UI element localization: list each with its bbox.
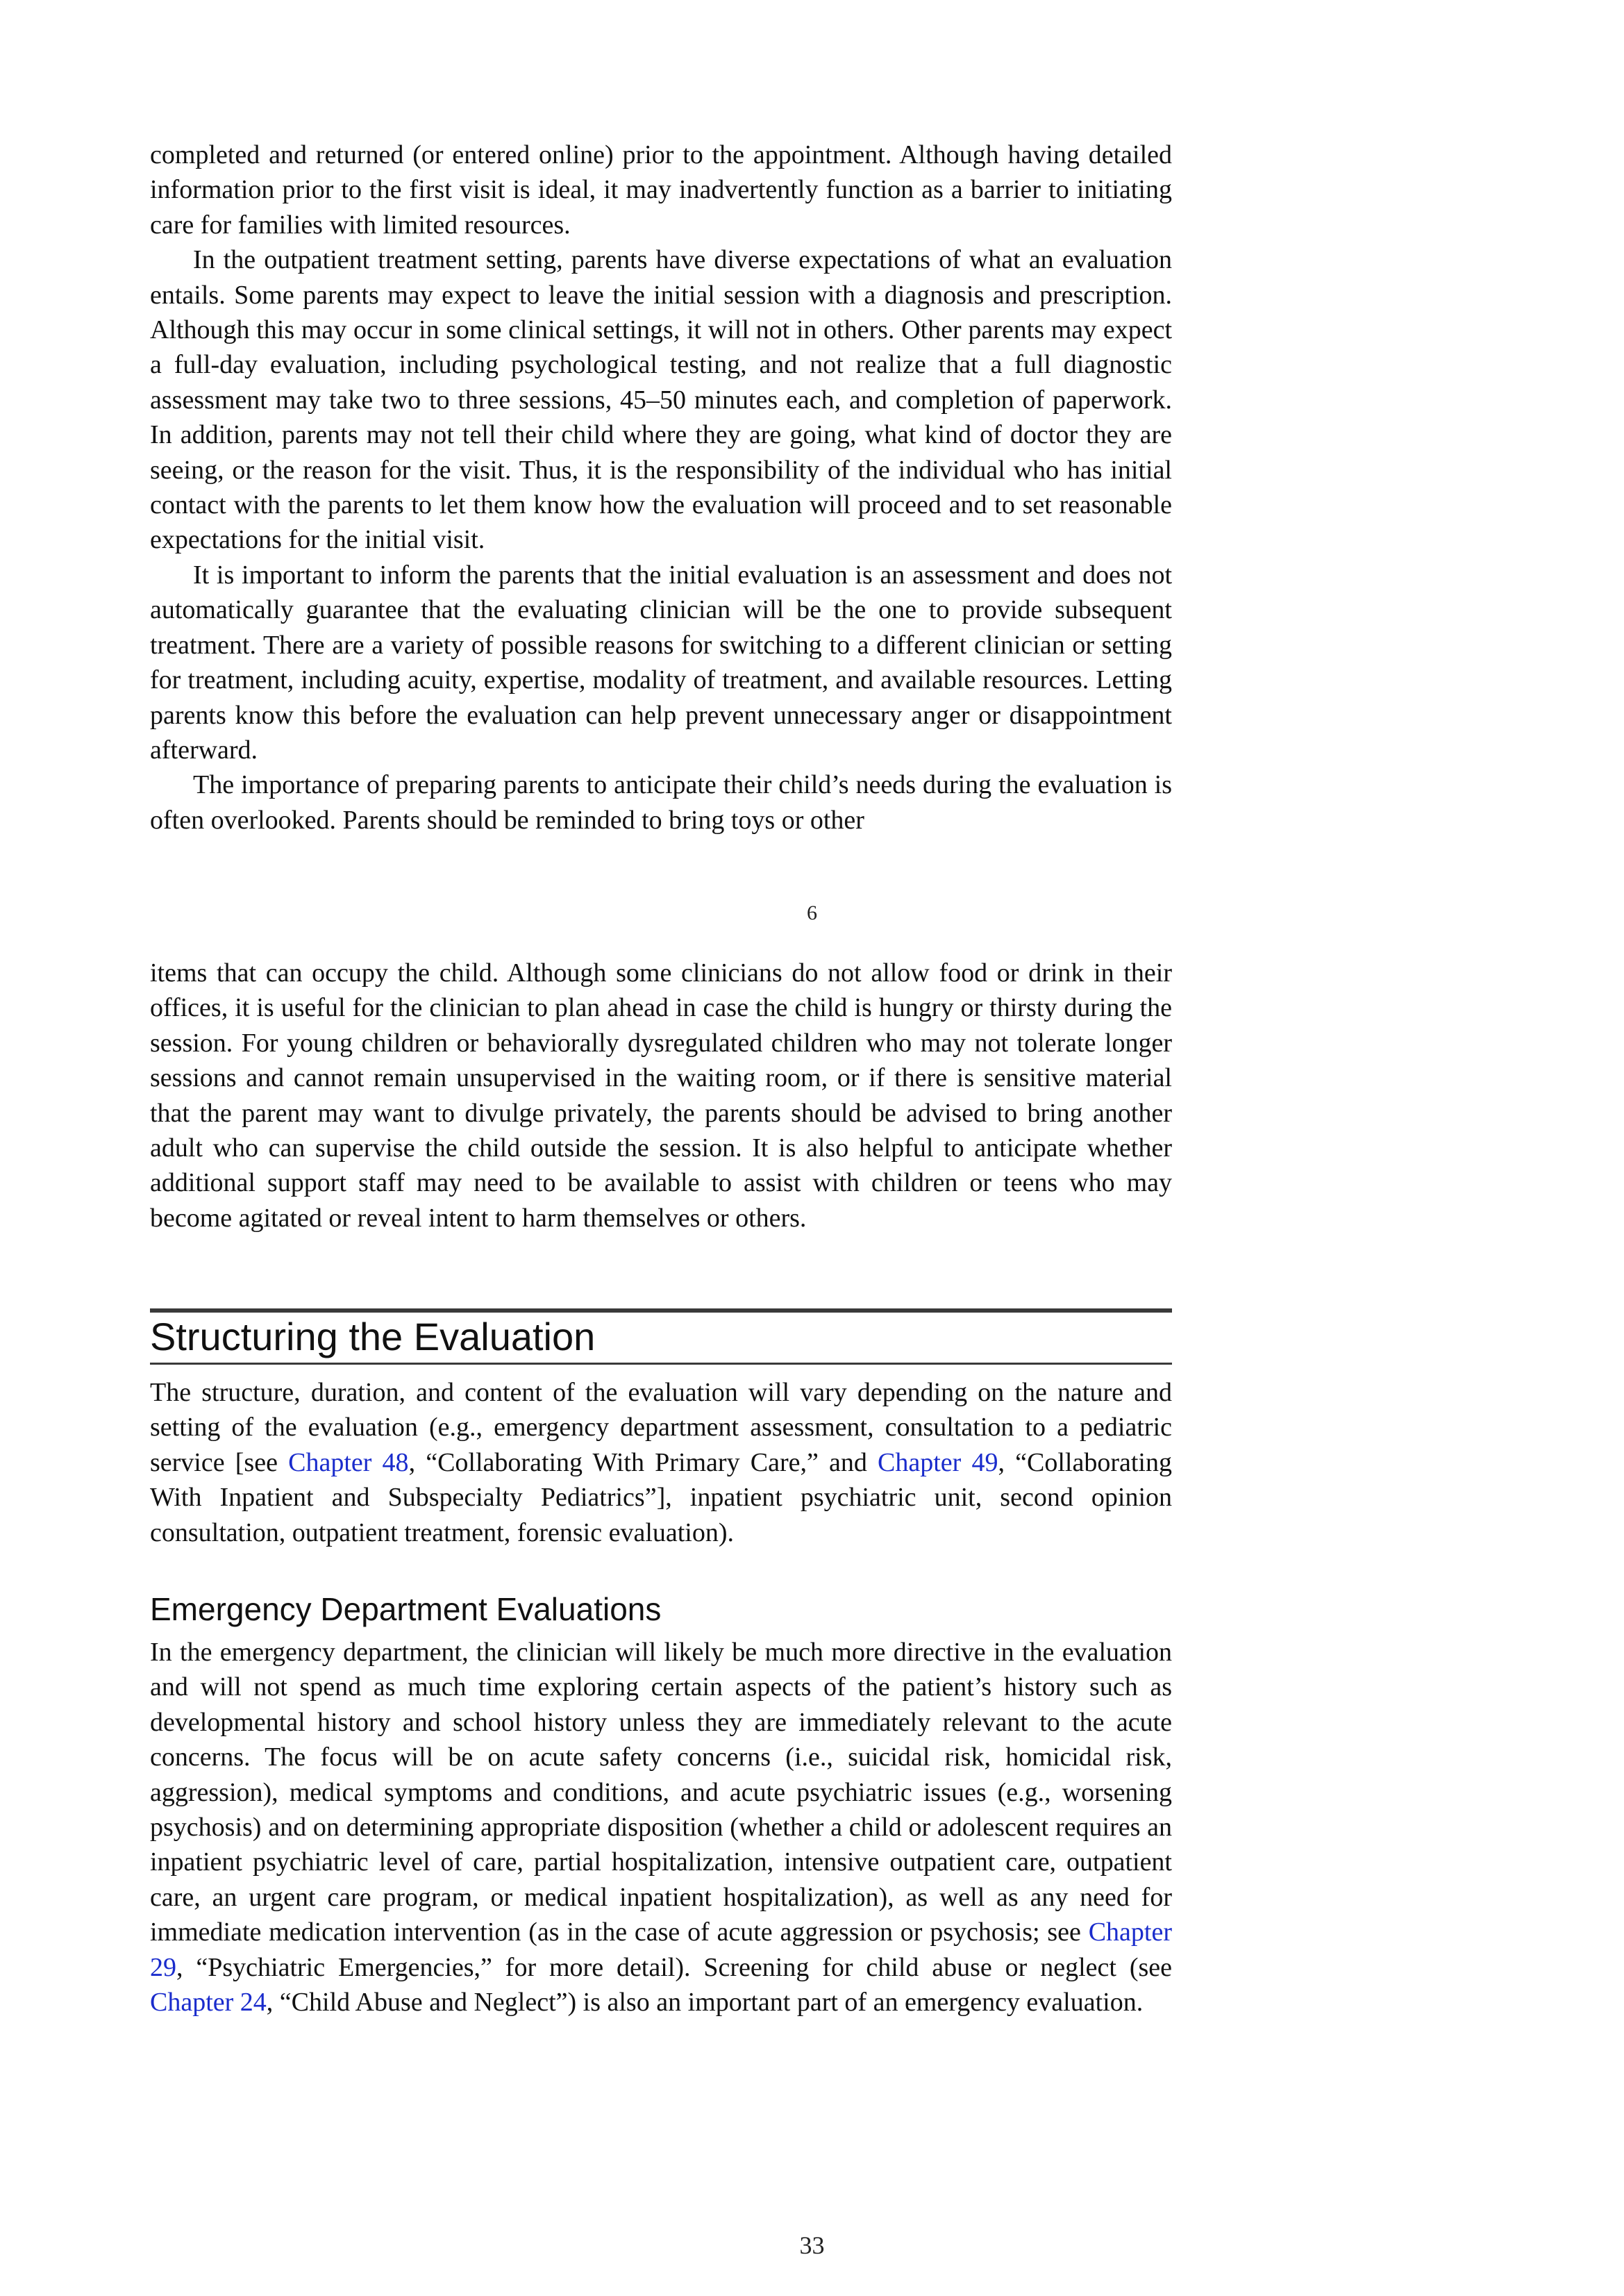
chapter-48-link[interactable]: Chapter 48 [288,1447,409,1477]
paragraph: completed and returned (or entered online) prior to the appointment. Although having detailed information prior to the first visit is ideal, it may inadvertently function as a barrier to initiating care for families with limited resources. [150,140,1172,240]
text-block-top [150,138,1172,838]
subsection-body [150,1635,1172,2020]
inner-page-number: 6 [807,901,817,924]
section-rule-bottom [150,1363,1172,1365]
page-number: 33 [799,2231,825,2259]
paragraph [150,1635,1172,2020]
text-block-middle [150,956,1172,1236]
paragraph: It is important to inform the parents that the initial evaluation is an assessment and does not automatically guarantee that the evaluating clinician will be the one to provide subsequent treatment. There are a variety of possible reasons for switching to a different clinician or setting for treatment, including acuity, expertise, modality of treatment, and available resources. Letting parents know this before the evaluation can help prevent unnecessary anger or disappointment afterward. [150,560,1172,765]
chapter-29-link[interactable]: Chapter 29 [150,1918,1172,1982]
paragraph: The importance of preparing parents to anticipate their child’s needs during the evaluation is often overlooked. Parents should be reminded to bring toys or other [150,770,1172,835]
text-run: , “Collaborating With Inpatient and Subspecialty Pediatrics”], inpatient psychiatric unit, second opinion consultation, outpatient treatment, forensic evaluation). [150,1447,1172,1547]
text-run: The structure, duration, and content of the evaluation will vary depending on the nature and setting of the evaluation (e.g., emergency department assessment, consultation to a pediatric service [see [150,1378,1172,1477]
paragraph: In the outpatient treatment setting, parents have diverse expectations of what an evaluation entails. Some parents may expect to leave the initial session with a diagnosis and prescription. Although this may occur in some clinical settings, it will not in others. Other parents may expect a full-day evaluation, including psychological testing, and not realize that a full diagnostic assessment may take two to three sessions, 45–50 minutes each, and completion of paperwork. In addition, parents may not tell their child where they are going, what kind of doctor they are seeing, or the reason for the visit. Thus, it is the responsibility of the individual who has initial contact with the parents to let them know how the evaluation will proceed and to set reasonable expectations for the initial visit. [150,245,1172,555]
text-run: , “Collaborating With Primary Care,” and [408,1447,878,1477]
subsection-heading: Emergency Department Evaluations [150,1591,662,1627]
paragraph [150,1375,1172,1550]
section-heading: Structuring the Evaluation [150,1315,596,1358]
text-run: , “Child Abuse and Neglect”) is also an important part of an emergency evaluation. [266,1988,1144,2018]
text-run: In the emergency department, the clinician will likely be much more directive in the evaluation and will not spend as much time exploring certain aspects of the patient’s history such as developmental history and school history unless they are immediately relevant to the acute concerns. The focus will be on acute safety concerns (i.e., suicidal risk, homicidal risk, aggression), medical symptoms and conditions, and acute psychiatric issues (e.g., worsening psychosis) and on determining appropriate disposition (whether a child or adolescent requires an inpatient psychiatric level of care, partial hospitalization, intensive outpatient care, outpatient care, an urgent care program, or medical inpatient hospitalization), as well as any need for immediate medication intervention (as in the case of acute aggression or psychosis; see [150,1638,1172,1947]
section-intro [150,1375,1172,1550]
text-run: , “Psychiatric Emergencies,” for more detail). Screening for child abuse or neglect (see [176,1952,1172,1982]
chapter-24-link[interactable]: Chapter 24 [150,1988,267,2018]
paragraph: items that can occupy the child. Although some clinicians do not allow food or drink in their offices, it is useful for the clinician to plan ahead in case the child is hungry or thirsty during the session. For young children or behaviorally dysregulated children who may not tolerate longer sessions and cannot remain unsupervised in the waiting room, or if there is sensitive material that the parent may want to divulge privately, the parents should be advised to bring another adult who can supervise the child outside the session. It is also helpful to anticipate whether additional support staff may need to be available to assist with children or teens who may become agitated or reveal intent to harm themselves or others. [150,958,1172,1233]
chapter-49-link[interactable]: Chapter 49 [878,1447,998,1477]
section-rule-top [150,1308,1172,1313]
